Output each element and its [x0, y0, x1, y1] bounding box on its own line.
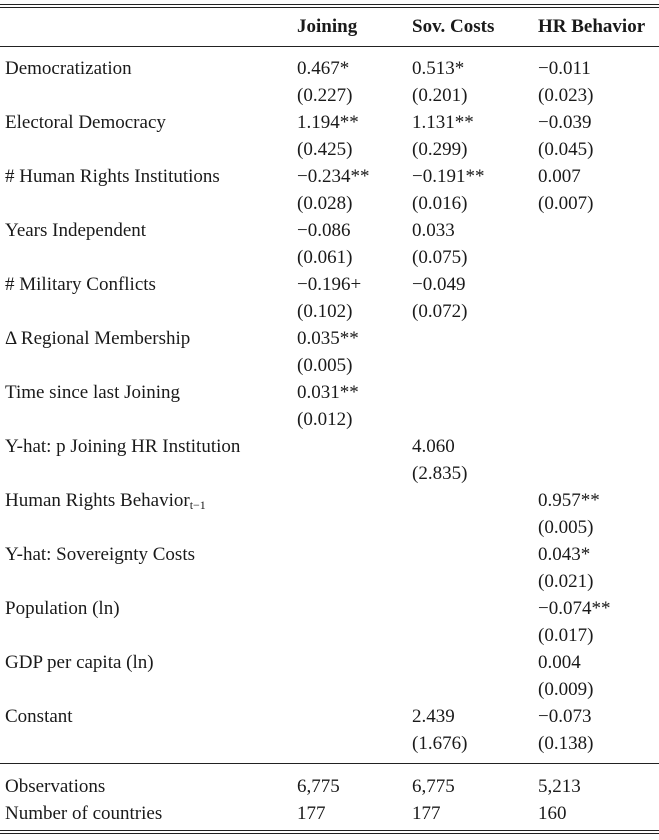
sov-costs-cell: 177: [412, 803, 441, 824]
table-row: [0, 325, 659, 379]
table-row: [0, 703, 659, 757]
header-sov-costs: Sov. Costs: [412, 16, 495, 37]
row-label: Electoral Democracy: [5, 112, 166, 133]
row-label: # Human Rights Institutions: [5, 166, 220, 187]
joining-cell: −0.234** (0.028): [297, 166, 370, 214]
row-label: # Military Conflicts: [5, 274, 156, 295]
row-label: Time since last Joining: [5, 382, 181, 403]
row-label: Democratization: [5, 58, 132, 79]
header-hr-behavior: HR Behavior: [538, 16, 646, 37]
row-label: Number of countries: [5, 803, 163, 824]
row-label: Δ Regional Membership: [5, 328, 191, 349]
joining-cell: 177: [297, 803, 326, 824]
row-label-subscript: t−1: [189, 498, 206, 512]
table-row: [0, 487, 659, 541]
header-rule: [0, 46, 659, 47]
joining-cell: −0.086 (0.061): [297, 220, 353, 268]
row-label: GDP per capita (ln): [5, 652, 154, 673]
joining-cell: 0.031** (0.012): [297, 382, 359, 430]
sov-costs-cell: −0.049 (0.072): [412, 274, 468, 322]
table-row: [0, 595, 659, 649]
sov-costs-cell: 2.439 (1.676): [412, 706, 468, 754]
row-label: Y-hat: p Joining HR Institution: [5, 436, 241, 457]
table-row: [0, 217, 659, 271]
hr-behavior-cell: 0.957** (0.005): [538, 490, 600, 538]
row-label: Observations: [5, 776, 106, 797]
table-row: [0, 109, 659, 163]
joining-cell: 6,775: [297, 776, 340, 797]
hr-behavior-cell: −0.039 (0.045): [538, 112, 594, 160]
table-row: [0, 379, 659, 433]
table-row: [0, 433, 659, 487]
sov-costs-cell: 4.060 (2.835): [412, 436, 468, 484]
hr-behavior-cell: 0.004 (0.009): [538, 652, 594, 700]
joining-cell: 1.194** (0.425): [297, 112, 359, 160]
hr-behavior-cell: 5,213: [538, 776, 581, 797]
table-row: [0, 55, 659, 109]
hr-behavior-cell: −0.073 (0.138): [538, 706, 594, 754]
hr-behavior-cell: 0.007 (0.007): [538, 166, 594, 214]
hr-behavior-cell: −0.074** (0.017): [538, 598, 611, 646]
sov-costs-cell: 0.033 (0.075): [412, 220, 468, 268]
top-rule: [0, 4, 659, 5]
bottom-rule: [0, 830, 659, 831]
bottom-rule-double: [0, 833, 659, 834]
sov-costs-cell: 1.131** (0.299): [412, 112, 474, 160]
sov-costs-cell: −0.191** (0.016): [412, 166, 485, 214]
joining-cell: 0.035** (0.005): [297, 328, 359, 376]
footer-rule: [0, 763, 659, 764]
hr-behavior-cell: −0.011 (0.023): [538, 58, 594, 106]
table-row: [0, 649, 659, 703]
table-row: [0, 271, 659, 325]
row-label: Y-hat: Sovereignty Costs: [5, 544, 195, 565]
table-row: [0, 163, 659, 217]
table-header: [0, 12, 659, 42]
joining-cell: −0.196+ (0.102): [297, 274, 362, 322]
sov-costs-cell: 6,775: [412, 776, 455, 797]
footer-row-observations: [0, 773, 659, 800]
row-label: Years Independent: [5, 220, 147, 241]
joining-cell: 0.467* (0.227): [297, 58, 353, 106]
hr-behavior-cell: 160: [538, 803, 567, 824]
top-rule-double: [0, 7, 659, 8]
header-joining: Joining: [297, 16, 358, 37]
footer-row-countries: [0, 800, 659, 827]
hr-behavior-cell: 0.043* (0.021): [538, 544, 594, 592]
row-label: Human Rights Behavior$_{t-1}$: [5, 490, 206, 512]
sov-costs-cell: 0.513* (0.201): [412, 58, 468, 106]
row-label: Constant: [5, 706, 73, 727]
row-label: Population (ln): [5, 598, 120, 619]
table-row: [0, 541, 659, 595]
